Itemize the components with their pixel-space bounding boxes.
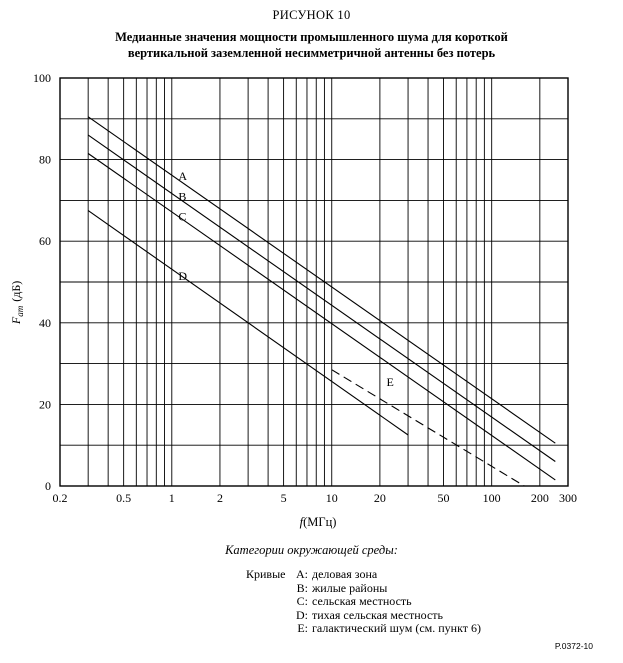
- y-tick-label: 0: [45, 479, 51, 493]
- chart-grid: [60, 78, 568, 486]
- legend-row-d: [246, 609, 481, 623]
- x-tick-label: 300: [559, 491, 577, 505]
- series-lines: [88, 117, 555, 486]
- y-axis-title: [9, 281, 25, 325]
- legend-desc: деловая зона: [312, 567, 378, 581]
- legend: [246, 568, 481, 636]
- series-label-b: B: [178, 189, 187, 204]
- chart-title-line-2: вертикальной заземленной несимметричной антенны без потерь: [127, 46, 496, 60]
- legend-desc: сельская местность: [312, 594, 412, 608]
- x-tick-label: 20: [373, 491, 386, 505]
- legend-key: D:: [296, 607, 308, 622]
- legend-heading: Категории окружающей среды:: [225, 543, 398, 557]
- x-axis-title-main: f: [299, 515, 304, 529]
- series-line-b: [88, 135, 555, 461]
- legend-row-a: [246, 568, 481, 582]
- x-tick-label: 50: [437, 491, 450, 505]
- x-axis-title: [300, 515, 337, 529]
- x-tick-label: 0.2: [52, 491, 68, 505]
- figure-label: РИСУНОК 10: [272, 8, 351, 22]
- legend-lead: Кривые: [246, 567, 286, 581]
- series-label-d: D: [178, 268, 188, 283]
- legend-key: C:: [296, 594, 308, 608]
- series-label-e: E: [386, 374, 394, 389]
- legend-key: E:: [297, 621, 308, 635]
- legend-row-b: [246, 582, 481, 596]
- legend-row-e: [246, 622, 481, 636]
- y-tick-label: 80: [39, 152, 51, 167]
- legend-desc: тихая сельская местность: [312, 607, 443, 622]
- y-tick-label: 20: [39, 397, 51, 412]
- series-label-a: A: [178, 168, 188, 183]
- x-tick-label: 5: [280, 491, 287, 505]
- chart-title-line-1: Медианные значения мощности промышленного шума для короткой: [115, 30, 508, 44]
- legend-row-c: [246, 595, 481, 609]
- x-tick-label: 200: [530, 491, 549, 505]
- figure-reference: P.0372-10: [554, 641, 593, 651]
- x-tick-label: 2: [216, 491, 223, 505]
- y-axis-title-main: F: [9, 316, 23, 325]
- legend-key: B:: [296, 580, 308, 595]
- x-axis-title-unit: (МГц): [303, 515, 337, 529]
- legend-desc: галактический шум (см. пункт 6): [312, 621, 482, 635]
- x-tick-label: 10: [325, 491, 338, 505]
- y-tick-label: 40: [39, 315, 51, 330]
- y-axis-title-sub: am: [15, 305, 25, 317]
- legend-key: A:: [296, 567, 308, 581]
- y-tick-label: 100: [33, 71, 51, 85]
- x-tick-label: 0.5: [116, 491, 132, 505]
- series-line-a: [88, 117, 555, 443]
- axis-tick-labels: [33, 71, 577, 505]
- y-axis-title-unit: (дБ): [9, 280, 23, 302]
- series-label-c: C: [178, 209, 187, 224]
- y-tick-label: 60: [39, 234, 51, 249]
- legend-desc: жилые районы: [312, 580, 388, 595]
- x-tick-label: 100: [482, 491, 501, 505]
- x-tick-label: 1: [168, 491, 175, 505]
- series-line-c: [88, 154, 555, 480]
